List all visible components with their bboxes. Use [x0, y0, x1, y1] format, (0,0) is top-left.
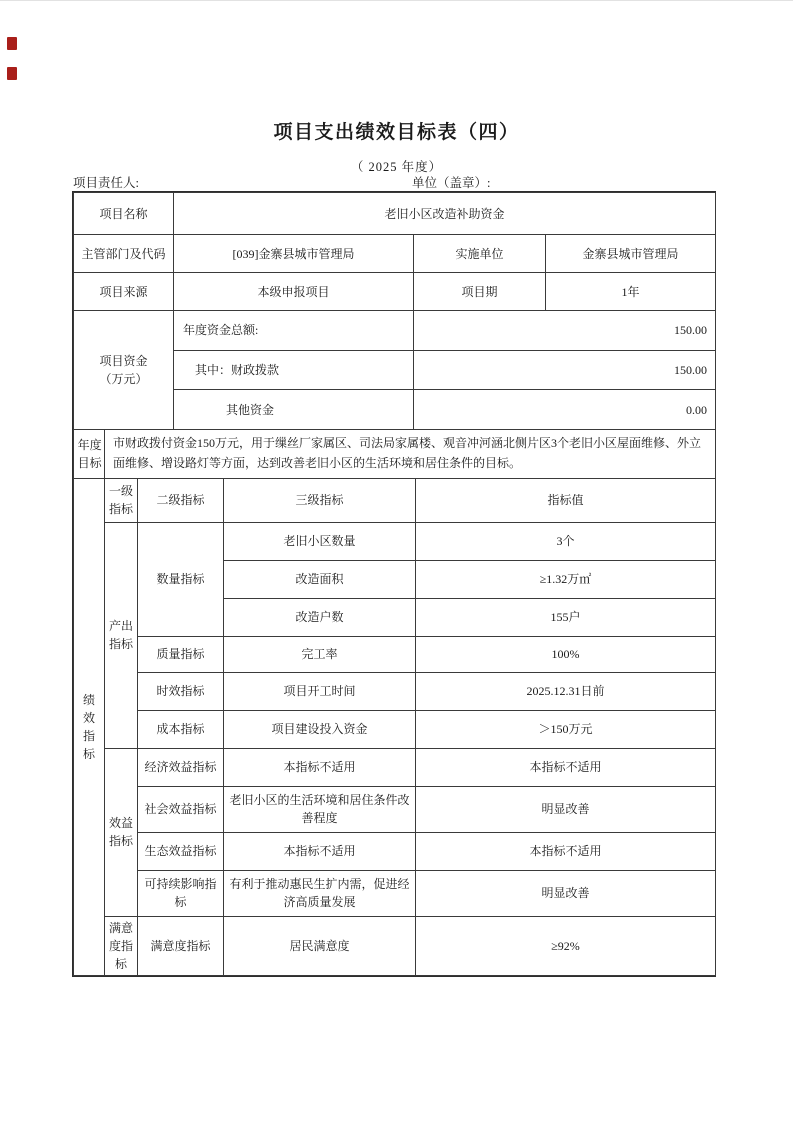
- indicator-name: 老旧小区数量: [224, 522, 416, 560]
- annual-goal-label: [74, 430, 105, 479]
- indicator-value: 155户: [416, 598, 716, 636]
- red-annotation-mark: [7, 67, 17, 80]
- table-row: [74, 273, 716, 311]
- indicator-value: 100%: [416, 636, 716, 672]
- project-source-value: 本级申报项目: [174, 273, 414, 311]
- project-funding-table: [73, 310, 716, 430]
- indicator-name: 有利于推动惠民生扩内需，促进经济高质量发展: [224, 870, 416, 916]
- indicator-name: 老旧小区的生活环境和居住条件改善程度: [224, 786, 416, 832]
- level2-time: 时效指标: [138, 672, 224, 710]
- indicator-row: [74, 916, 716, 975]
- funding-total-value: 150.00: [414, 311, 716, 351]
- project-period-value: 1年: [546, 273, 716, 311]
- funding-other-value: 0.00: [414, 390, 716, 430]
- level1-benefit: [105, 748, 138, 916]
- level2-sustain: 可持续影响指标: [138, 870, 224, 916]
- funding-label-line2: （万元）: [99, 372, 148, 386]
- dept-code-label: 主管部门及代码: [74, 235, 174, 273]
- indicator-row: [74, 832, 716, 870]
- indicator-value: 明显改善: [416, 786, 716, 832]
- header-level3: 三级指标: [224, 478, 416, 522]
- project-name-label: 项目名称: [74, 193, 174, 235]
- indicator-value: ＞150万元: [416, 710, 716, 748]
- impl-unit-value: 金寨县城市管理局: [546, 235, 716, 273]
- table-row: [74, 430, 716, 479]
- unit-seal-label: 单位（盖章）:: [412, 176, 491, 190]
- level1-satisfaction: [105, 916, 138, 975]
- project-name-value: 老旧小区改造补助资金: [174, 193, 716, 235]
- fiscal-year-line: （ 2025 年度）: [350, 160, 443, 174]
- indicator-value: 3个: [416, 522, 716, 560]
- level2-quality: 质量指标: [138, 636, 224, 672]
- project-period-label: 项目期: [414, 273, 546, 311]
- indicator-name: 改造面积: [224, 560, 416, 598]
- level2-quantity: 数量指标: [138, 522, 224, 636]
- indicator-row: [74, 636, 716, 672]
- indicator-row: [74, 748, 716, 786]
- red-annotation-mark: [7, 37, 17, 50]
- performance-target-table: [72, 191, 716, 977]
- indicator-row: [74, 786, 716, 832]
- funding-total-label: 年度资金总额:: [174, 311, 414, 351]
- indicator-value: ≥1.32万㎡: [416, 560, 716, 598]
- indicator-name: 居民满意度: [224, 916, 416, 975]
- indicator-row: [74, 710, 716, 748]
- indicator-value: 2025.12.31日前: [416, 672, 716, 710]
- funding-label-line1: 项目资金: [99, 354, 148, 368]
- dept-code-value: [039]金寨县城市管理局: [174, 235, 414, 273]
- level2-cost: 成本指标: [138, 710, 224, 748]
- indicator-value: 本指标不适用: [416, 832, 716, 870]
- level2-economic: 经济效益指标: [138, 748, 224, 786]
- indicator-value: ≥92%: [416, 916, 716, 975]
- header-value: 指标值: [416, 478, 716, 522]
- indicator-name: 本指标不适用: [224, 748, 416, 786]
- header-level1-text: 一级指标: [108, 484, 133, 517]
- header-level1: [105, 478, 138, 522]
- performance-indicator-side-label: [74, 478, 105, 975]
- indicator-header-row: [74, 478, 716, 522]
- indicator-table: [73, 478, 716, 976]
- annual-goal-label-text: 年度目标: [77, 437, 102, 470]
- funding-other-label: 其他资金: [174, 390, 414, 430]
- indicator-row: [74, 672, 716, 710]
- indicator-name: 本指标不适用: [224, 832, 416, 870]
- performance-indicator-side-text: 绩效指标: [82, 692, 95, 761]
- project-info-table: [73, 192, 716, 311]
- responsible-person-label: 项目责任人:: [73, 176, 139, 190]
- table-row: [74, 235, 716, 273]
- page-title: 项目支出绩效目标表（四）: [273, 122, 520, 143]
- byline-row: [0, 173, 793, 191]
- level2-satisfaction: 满意度指标: [138, 916, 224, 975]
- indicator-row: [74, 522, 716, 560]
- annual-goal-table: [73, 429, 716, 479]
- level1-output: [105, 522, 138, 748]
- impl-unit-label: 实施单位: [414, 235, 546, 273]
- level2-social: 社会效益指标: [138, 786, 224, 832]
- indicator-name: 项目开工时间: [224, 672, 416, 710]
- header-level2: 二级指标: [138, 478, 224, 522]
- funding-fiscal-value: 150.00: [414, 350, 716, 390]
- indicator-name: 改造户数: [224, 598, 416, 636]
- indicator-name: 项目建设投入资金: [224, 710, 416, 748]
- level1-output-text: 产出指标: [108, 619, 133, 652]
- funding-fiscal-label: 其中：财政拨款: [174, 350, 414, 390]
- level2-eco: 生态效益指标: [138, 832, 224, 870]
- indicator-name: 完工率: [224, 636, 416, 672]
- indicator-row: [74, 870, 716, 916]
- project-source-label: 项目来源: [74, 273, 174, 311]
- annual-goal-text: 市财政拨付资金150万元，用于缫丝厂家属区、司法局家属楼、观音冲河涵北侧片区3个老旧小区屋面维修、外立面维修、增设路灯等方面，达到改善老旧小区的生活环境和居住条件的目标。: [105, 430, 716, 479]
- funding-label: [74, 311, 174, 430]
- indicator-value: 明显改善: [416, 870, 716, 916]
- indicator-value: 本指标不适用: [416, 748, 716, 786]
- table-row: [74, 311, 716, 351]
- level1-satisfaction-text: 满意度指标: [108, 920, 133, 971]
- table-row: [74, 193, 716, 235]
- level1-benefit-text: 效益指标: [108, 816, 133, 849]
